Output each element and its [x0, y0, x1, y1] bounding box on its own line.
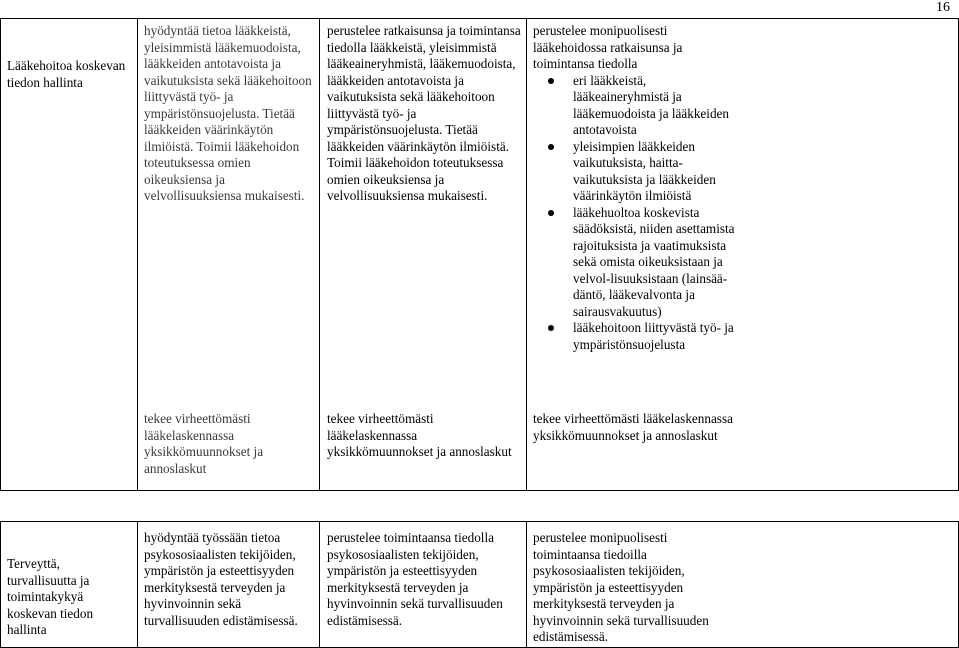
row1-label: Lääkehoitoa koskevan tiedon hallinta [7, 58, 126, 90]
row2-label: Terveyttä, turvallisuutta ja toimintakykyä koskevan tiedon hallinta [7, 556, 94, 637]
table1-divider-1 [137, 18, 138, 491]
table2-top-border [0, 521, 959, 522]
table2-left-border [0, 521, 1, 648]
table1-bottom-border [0, 490, 959, 491]
row2-col1: hyödyntää työssään tietoa psykososiaalisten tekijöiden, ympäristön ja esteettisyyden merkityksestä terveyden ja hyvinvoinnin sekä turvallisuuden edistämisessä. [144, 530, 298, 628]
row1-col2-bottom: tekee virheettömästi lääkelaskennassa yksikkömuunnokset ja annoslaskut [327, 411, 512, 459]
row1-col2-top: perustelee ratkaisunsa ja toimintansa tiedolla lääkkeistä, yleisimmistä lääkeaineryhmistä, lääkemuodoista, lääkkeiden antotavoista ja vaikutuksista sekä lääkehoitoon liittyvästä työ- ja ympäristönsuojelusta. Tietää lääkkeiden väärinkäytön ilmiöistä. Toimii lääkehoidon toteutuksessa omien oikeuksiensa ja velvollisuuksiensa mukaisesti. [327, 23, 521, 203]
table1-top-border [0, 18, 959, 19]
row1-col3-bullet-list [533, 73, 743, 354]
row2-col3: perustelee monipuolisesti toimintaansa tiedoilla psykososiaalisten tekijöiden, ympäristön ja esteettisyyden merkityksestä terveyden ja hyvinvoinnin sekä turvallisuuden edistämisessä. [533, 530, 709, 644]
row1-col1-bottom: tekee virheettömästi lääkelaskennassa yksikkömuunnokset ja annoslaskut [144, 411, 264, 476]
row1-col3-bottom: tekee virheettömästi lääkelaskennassa yksikkömuunnokset ja annoslaskut [533, 411, 733, 443]
row2-col2: perustelee toimintaansa tiedolla psykososiaalisten tekijöiden, ympäristön ja esteettisyyden merkityksestä terveyden ja hyvinvoinnin sekä turvallisuuden edistämisessä. [327, 530, 503, 628]
table2-divider-2 [319, 521, 320, 648]
list-item: lääkehuoltoa koskevista säädöksistä, niiden asettamista rajoituksista ja vaatimuksista sekä omista oikeuksistaan ja velvol-lisuuksistaan (lainsää-däntö, lääkevalvonta ja sairausvakuutus) [533, 205, 743, 321]
table1-left-border [0, 18, 1, 491]
table1-divider-2 [319, 18, 320, 491]
table1-divider-3 [526, 18, 527, 491]
list-item: lääkehoitoon liittyvästä työ- ja ympäristönsuojelusta [533, 320, 743, 353]
row1-col1-top: hyödyntää tietoa lääkkeistä, yleisimmistä lääkemuodoista, lääkkeiden antotavoista ja vaikutuksista sekä lääkehoitoon liittyvästä työ- ja ympäristönsuojelusta. Tietää lääkkeiden väärinkäytön ilmiöistä. Toimii lääkehoidon toteutuksessa omien oikeuksiensa ja velvollisuuksiensa mukaisesti. [144, 23, 312, 203]
table2-divider-3 [526, 521, 527, 648]
list-item: yleisimpien lääkkeiden vaikutuksista, haitta-vaikutuksista ja lääkkeiden väärinkäytön ilmiöistä [533, 139, 743, 205]
table2-divider-1 [137, 521, 138, 648]
page-number: 16 [936, 0, 950, 15]
row1-col3-content [533, 23, 743, 353]
list-item: eri lääkkeistä, lääkeaineryhmistä ja lääkemuodoista ja lääkkeiden antotavoista [533, 73, 743, 139]
row1-col3-intro: perustelee monipuolisesti lääkehoidossa ratkaisunsa ja toimintansa tiedolla [533, 23, 683, 71]
